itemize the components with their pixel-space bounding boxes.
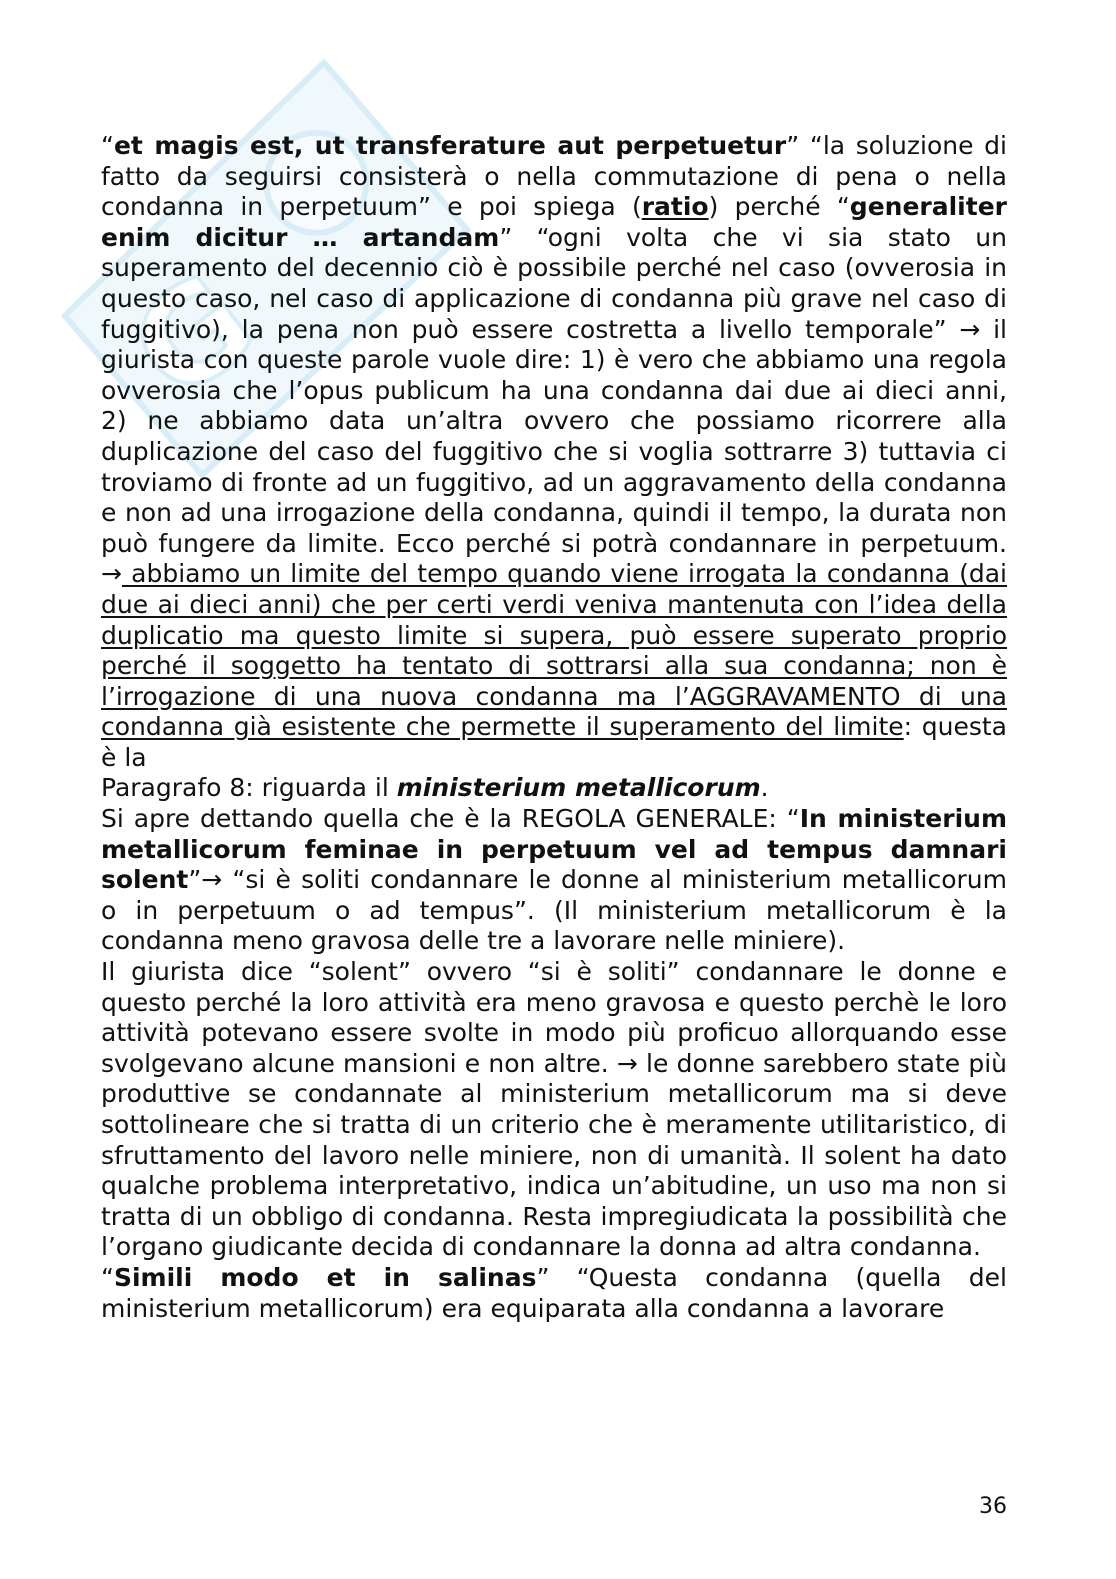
ratio-term: ratio [641, 192, 709, 222]
latin-quote-bold: et magis est, ut transferature aut perpetuetur [113, 131, 787, 160]
text-run: Il giurista dice “solent” ovvero “si è soliti” condannare le donne e questo perché la loro attività era meno gravosa e questo perchè le loro attività potevano essere svolte in modo più proficuo allorquando esse svolgevano alcune mansioni e non altre. [101, 957, 1007, 1078]
latin-term-bold-italic: ministerium metallicorum [396, 773, 761, 803]
latin-quote-bold: In ministerium metallicorum feminae in perpetuum vel ad tempus damnari solent [101, 804, 1007, 895]
text-run: . [760, 773, 769, 803]
page-number: 36 [979, 1494, 1007, 1519]
underlined-passage: abbiamo un limite del tempo quando viene irrogata la condanna (dai due ai dieci anni) che per certi verdi veniva mantenuta con l’idea della duplicatio ma questo limite si supera, può essere superato proprio perché il soggetto ha tentato di sottrarsi alla sua condanna; non è l’irrogazione di una nuova condanna ma l’AGGRAVAMENTO di una condanna già esistente che permette il superamento del limite [101, 559, 1007, 742]
text-run: Paragrafo 8: riguarda il [101, 773, 397, 803]
page-body [101, 131, 1007, 1324]
arrow-right-icon: → [959, 314, 981, 344]
arrow-right-icon: → [101, 559, 122, 589]
latin-quote-bold: generaliter enim dicitur … artandam [101, 192, 1007, 252]
text-run: “si è soliti condannare le donne al ministerium metallicorum o in perpetuum o ad tempus”. (Il ministerium metallicorum è la condanna meno gravosa delle tre a lavorare nelle miniere). [101, 865, 1007, 956]
text-run: : questa è la [101, 712, 1007, 772]
arrow-right-icon: → [201, 865, 223, 895]
text-run: Si apre dettando quella che è la REGOLA GENERALE: “ [101, 804, 800, 834]
paragraph-4 [101, 957, 1007, 1263]
text-run: ” [188, 865, 202, 895]
text-run: il giurista con queste parole vuole dire: 1) è vero che abbiamo una regola ovverosia che l’opus publicum ha una condanna dai due ai dieci anni, 2) ne abbiamo data un’altra ovvero che possiamo ricorrere alla duplicazione del caso del fuggitivo che si voglia sottrarre 3) tuttavia ci troviamo di fronte ad un fuggitivo, ad un aggravamento della condanna e non ad una irrogazione della condanna, quindi il tempo, la durata non può fungere da limite. Ecco perché si potrà condannare in perpetuum. [101, 314, 1007, 558]
svg-text:G: G [104, 243, 282, 429]
latin-quote-bold: Simili modo et in salinas [113, 1262, 537, 1292]
text-run: “ [101, 1262, 114, 1292]
paragraph-5 [101, 1263, 1007, 1324]
paragraph-2 [101, 773, 1007, 804]
arrow-right-icon: → [616, 1048, 638, 1078]
paragraph-3 [101, 804, 1007, 957]
text-run: ) perché “ [708, 192, 850, 222]
paragraph-1 [101, 131, 1007, 773]
text-run: “ [101, 131, 114, 160]
text-run: ” “la soluzione di fatto da seguirsi consisterà o nella commutazione di pena o nella condanna in perpetuum” e poi spiega ( [101, 131, 1007, 222]
text-run: ” “ogni volta che vi sia stato un superamento del decennio ciò è possibile perché nel caso (ovverosia in questo caso, nel caso di applicazione di condanna più grave nel caso di fuggitivo), la pena non può essere costretta a livello temporale” [101, 222, 1007, 344]
text-run: le donne sarebbero state più produttive se condannate al ministerium metallicorum ma si deve sottolineare che si tratta di un criterio che è meramente utilitaristico, di sfruttamento del lavoro nelle miniere, non di umanità. Il solent ha dato qualche problema interpretativo, indica un’abitudine, un uso ma non si tratta di un obbligo di condanna. Resta impregiudicata la possibilità che l’organo giudicante decida di condannare la donna ad altra condanna. [101, 1048, 1007, 1262]
text-run: ” “Questa condanna (quella del ministerium metallicorum) era equiparata alla condanna a lavorare [101, 1262, 1007, 1323]
